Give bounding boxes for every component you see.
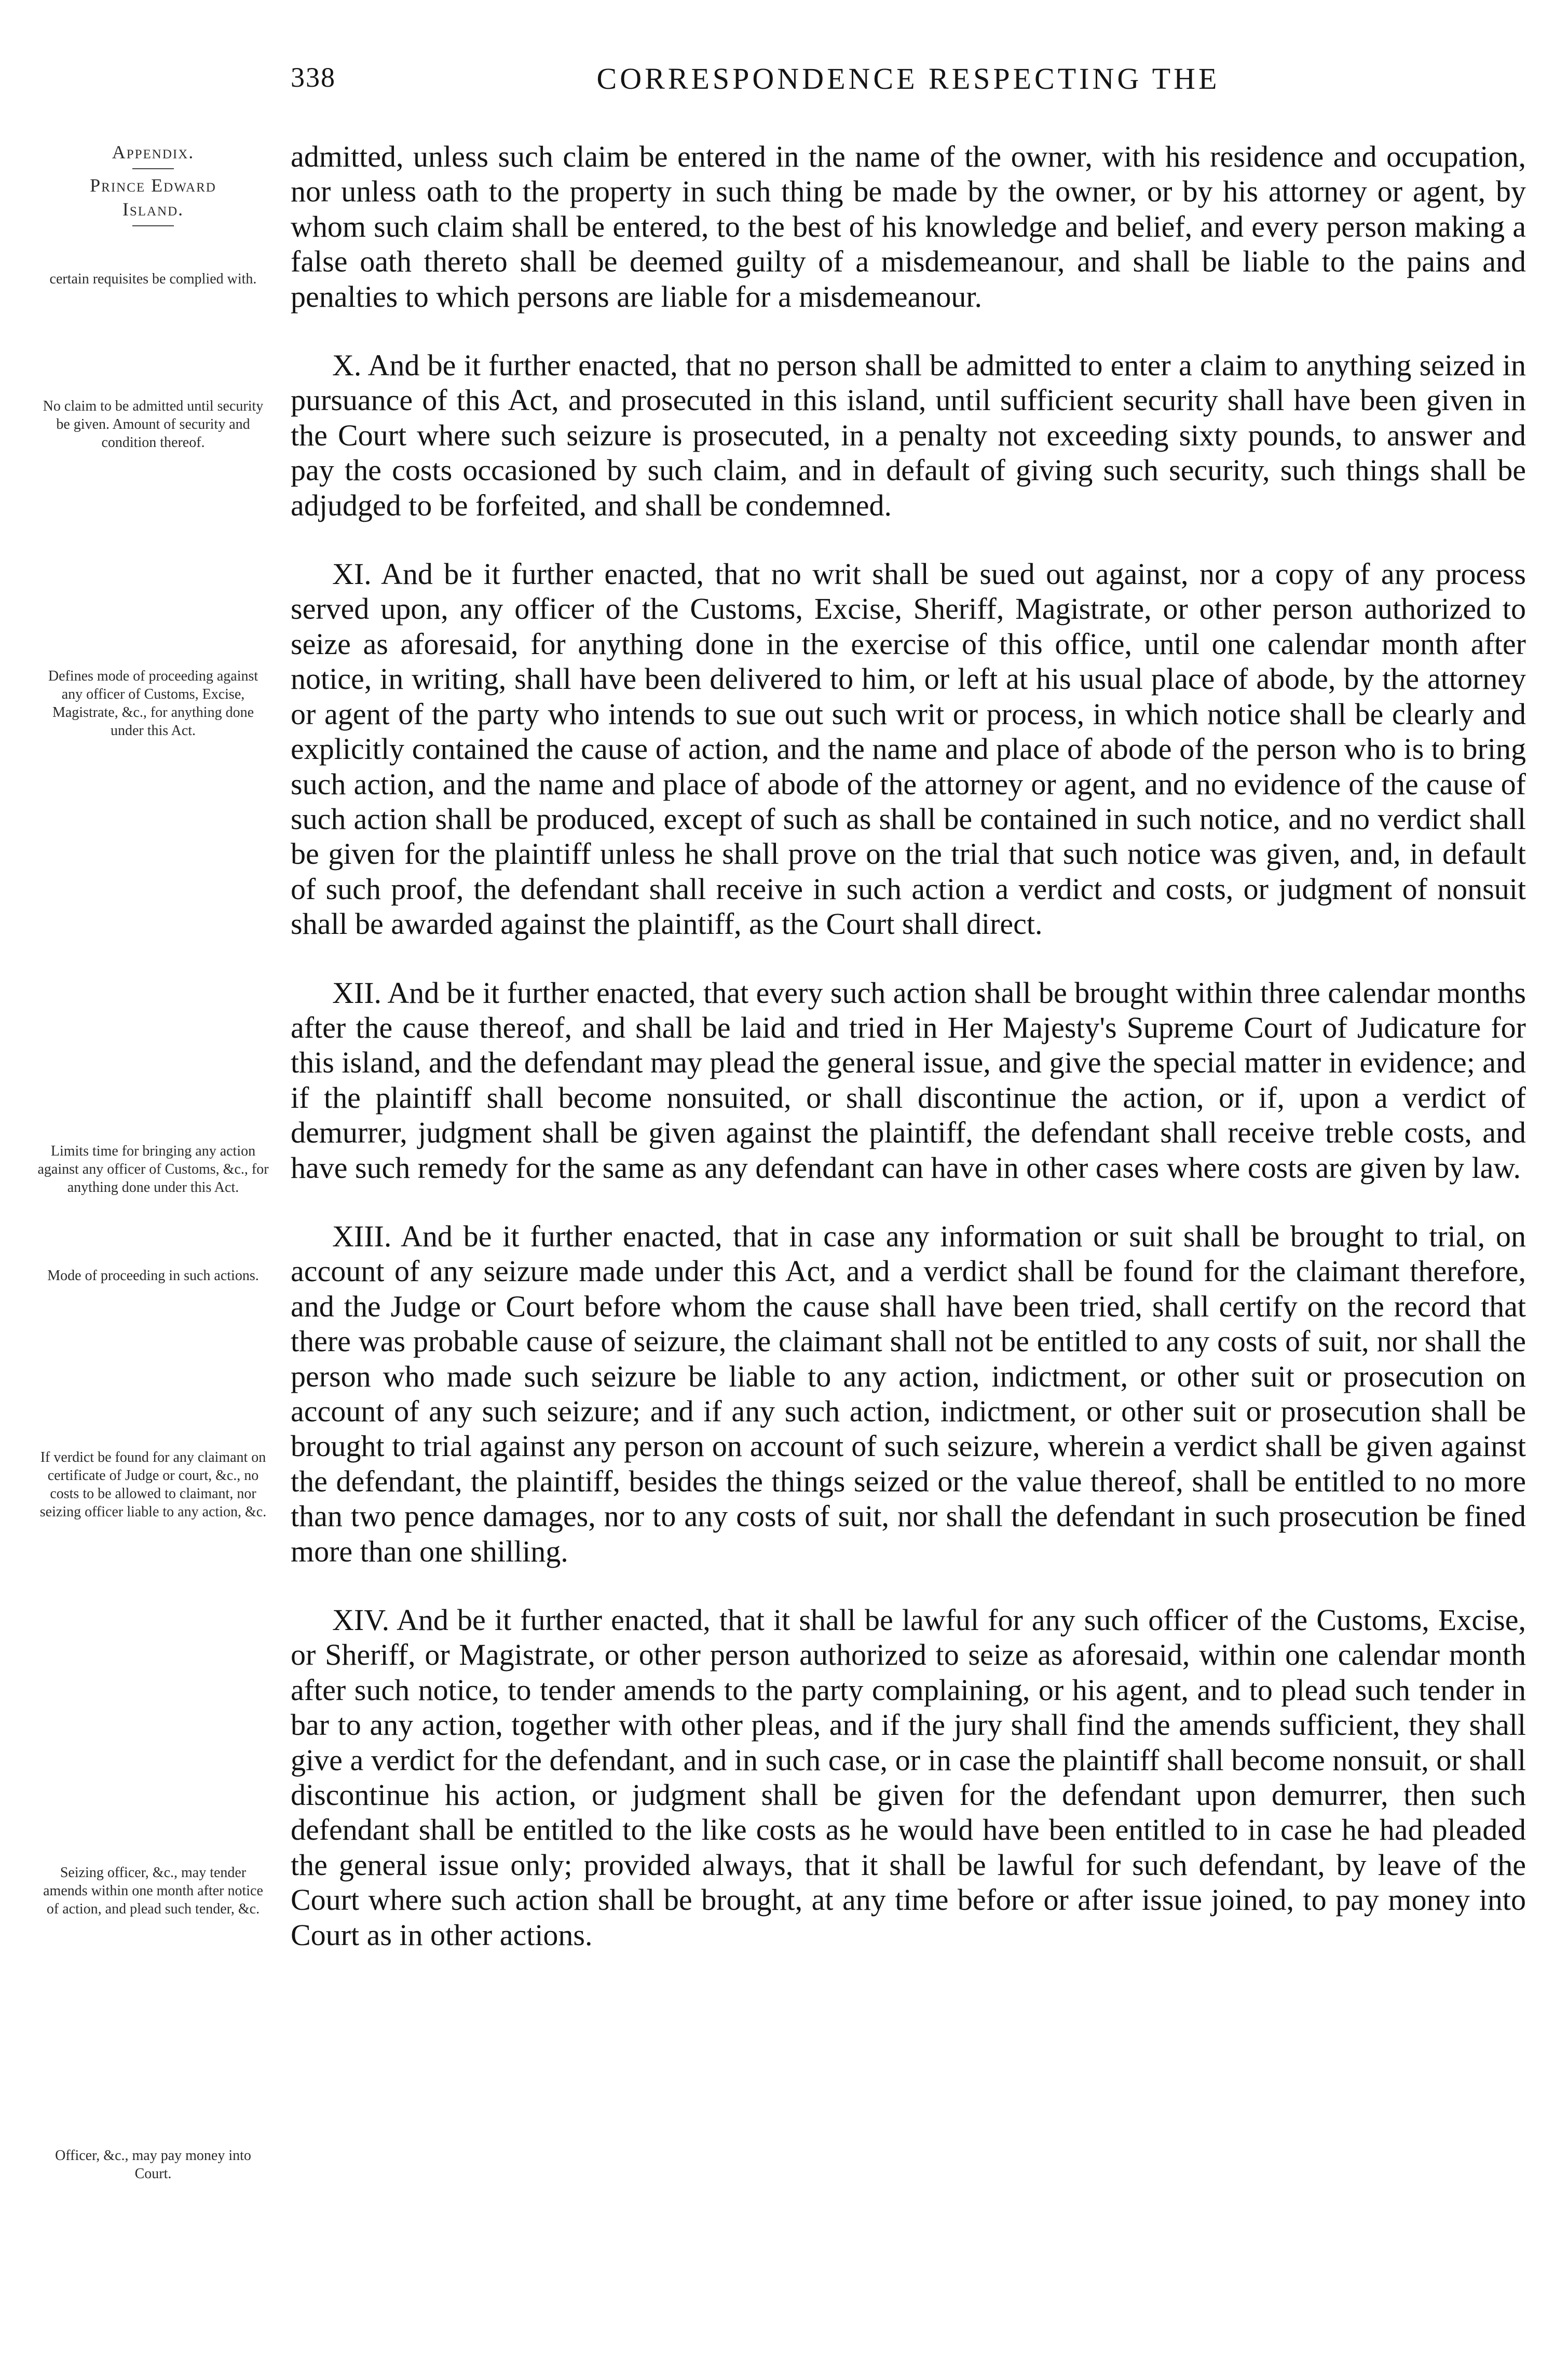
page-number: 338 bbox=[291, 62, 336, 93]
section-xii: XII. And be it further enacted, that every such action shall be brought within three calendar months after the cause thereof, and shall be laid and tried in Her Majesty's Supreme Court of Judicature for this island, and the defendant may plead the general issue, and give the special matter in evidence; and if the plaintiff shall become nonsuited, or shall discontinue the action, or if, upon a verdict of demurrer, judgment shall be given against the plaintiff, the defendant shall receive treble costs, and have such remedy for the same as any defendant can have in other cases where costs are given by law. bbox=[291, 975, 1526, 1185]
margin-note-security: No claim to be admitted until security be given. Amount of security and condition thereof. bbox=[43, 398, 264, 451]
divider bbox=[132, 225, 174, 226]
appendix-label: Appendix. bbox=[112, 142, 195, 162]
island-label: Island. bbox=[122, 199, 184, 220]
province-label: Prince Edward bbox=[90, 175, 216, 196]
paragraph-continuation: admitted, unless such claim be entered in the name of the owner, with his residence and occupation, nor unless oath to the property in such thing be made by the owner, or by his attorney or agent, by whom such claim shall be entered, to the best of his knowledge and belief, and every person making a false oath thereto shall be deemed guilty of a misdemeanour, and shall be liable to the pains and penalties to which persons are liable for a misdemeanour. bbox=[291, 140, 1526, 314]
margin-note-appendix bbox=[36, 140, 270, 230]
margin-note-limits-time: Limits time for bringing any action against any officer of Customs, &c., for anything done under this Act. bbox=[37, 1143, 269, 1196]
margin-note-proceeding: Defines mode of proceeding against any officer of Customs, Excise, Magistrate, &c., for anything done under this Act. bbox=[48, 668, 258, 739]
running-head bbox=[291, 61, 1526, 108]
divider bbox=[132, 168, 174, 169]
margin-note-tender: Seizing officer, &c., may tender amends within one month after notice of action, and plead such tender, &c. bbox=[43, 1865, 263, 1917]
section-xi: XI. And be it further enacted, that no writ shall be sued out against, nor a copy of any process served upon, any officer of the Customs, Excise, Sheriff, Magistrate, or other person authorized to seize as aforesaid, for anything done in the exercise of this office, until one calendar month after notice, in writing, shall have been delivered to him, or left at his usual place of abode, by the attorney or agent of the party who intends to sue out such writ or process, in which notice shall be clearly and explicitly contained the cause of action, and the name and place of abode of the person who is to bring such action, and the name and place of abode of the attorney or agent, and no evidence of the cause of such action shall be produced, except of such as shall be contained in such notice, and no verdict shall be given for the plaintiff unless he shall prove on the trial that such notice was given, and, in default of such proof, the defendant shall receive in such action a verdict and costs, or judgment of nonsuit shall be awarded against the plaintiff, as the Court shall direct. bbox=[291, 557, 1526, 941]
running-title: CORRESPONDENCE RESPECTING THE bbox=[596, 62, 1220, 96]
section-x: X. And be it further enacted, that no person shall be admitted to enter a claim to anything seized in pursuance of this Act, and prosecuted in this island, until sufficient security shall have been given in the Court where such seizure is prosecuted, in a penalty not exceeding sixty pounds, to answer and pay the costs occasioned by such claim, and in default of giving such security, such things shall be adjudged to be forfeited, and shall be condemned. bbox=[291, 348, 1526, 522]
margin-note-mode-proceeding: Mode of proceeding in such actions. bbox=[47, 1268, 259, 1284]
section-xiii: XIII. And be it further enacted, that in case any information or suit shall be brought to trial, on account of any seizure made under this Act, and a verdict shall be found for the claimant therefore, and the Judge or Court before whom the cause shall have been tried, shall certify on the record that there was probable cause of seizure, the claimant shall not be entitled to any costs of suit, nor shall the person who made such seizure be liable to any action, indictment, or other suit or prosecution on account of any such seizure; and if any such action, indictment, or other suit or prosecution shall be brought to trial against any person on account of such seizure, wherein a verdict shall be given against the defendant, the plaintiff, besides the things seized or the value thereof, shall be entitled to no more than two pence damages, nor to any costs of suit, nor shall the defendant in such prosecution be fined more than one shilling. bbox=[291, 1219, 1526, 1568]
section-xiv: XIV. And be it further enacted, that it shall be lawful for any such officer of the Customs, Excise, or Sheriff, or Magistrate, or other person authorized to seize as aforesaid, within one calendar month after such notice, to tender amends to the party complaining, or his agent, and to plead such tender in bar to any action, together with other pleas, and if the jury shall find the amends sufficient, they shall give a verdict for the defendant, and in such case, or in case the plaintiff shall become nonsuit, or shall discontinue his action, or judgment shall be given for the defendant upon demurrer, then such defendant shall be entitled to the like costs as he would have been entitled to in case he had pleaded the general issue only; provided always, that it shall be lawful for such defendant, by leave of the Court where such action shall be brought, at any time before or after issue joined, to pay money into Court as in other actions. bbox=[291, 1603, 1526, 1952]
body-text bbox=[291, 139, 1526, 1952]
margin-note-verdict: If verdict be found for any claimant on certificate of Judge or court, &c., no costs to be allowed to claimant, nor seizing officer liable to any action, &c. bbox=[39, 1449, 267, 1520]
margin-note-requisites: certain requisites be complied with. bbox=[49, 271, 257, 287]
margin-note-pay-money: Officer, &c., may pay money into Court. bbox=[55, 2148, 251, 2182]
